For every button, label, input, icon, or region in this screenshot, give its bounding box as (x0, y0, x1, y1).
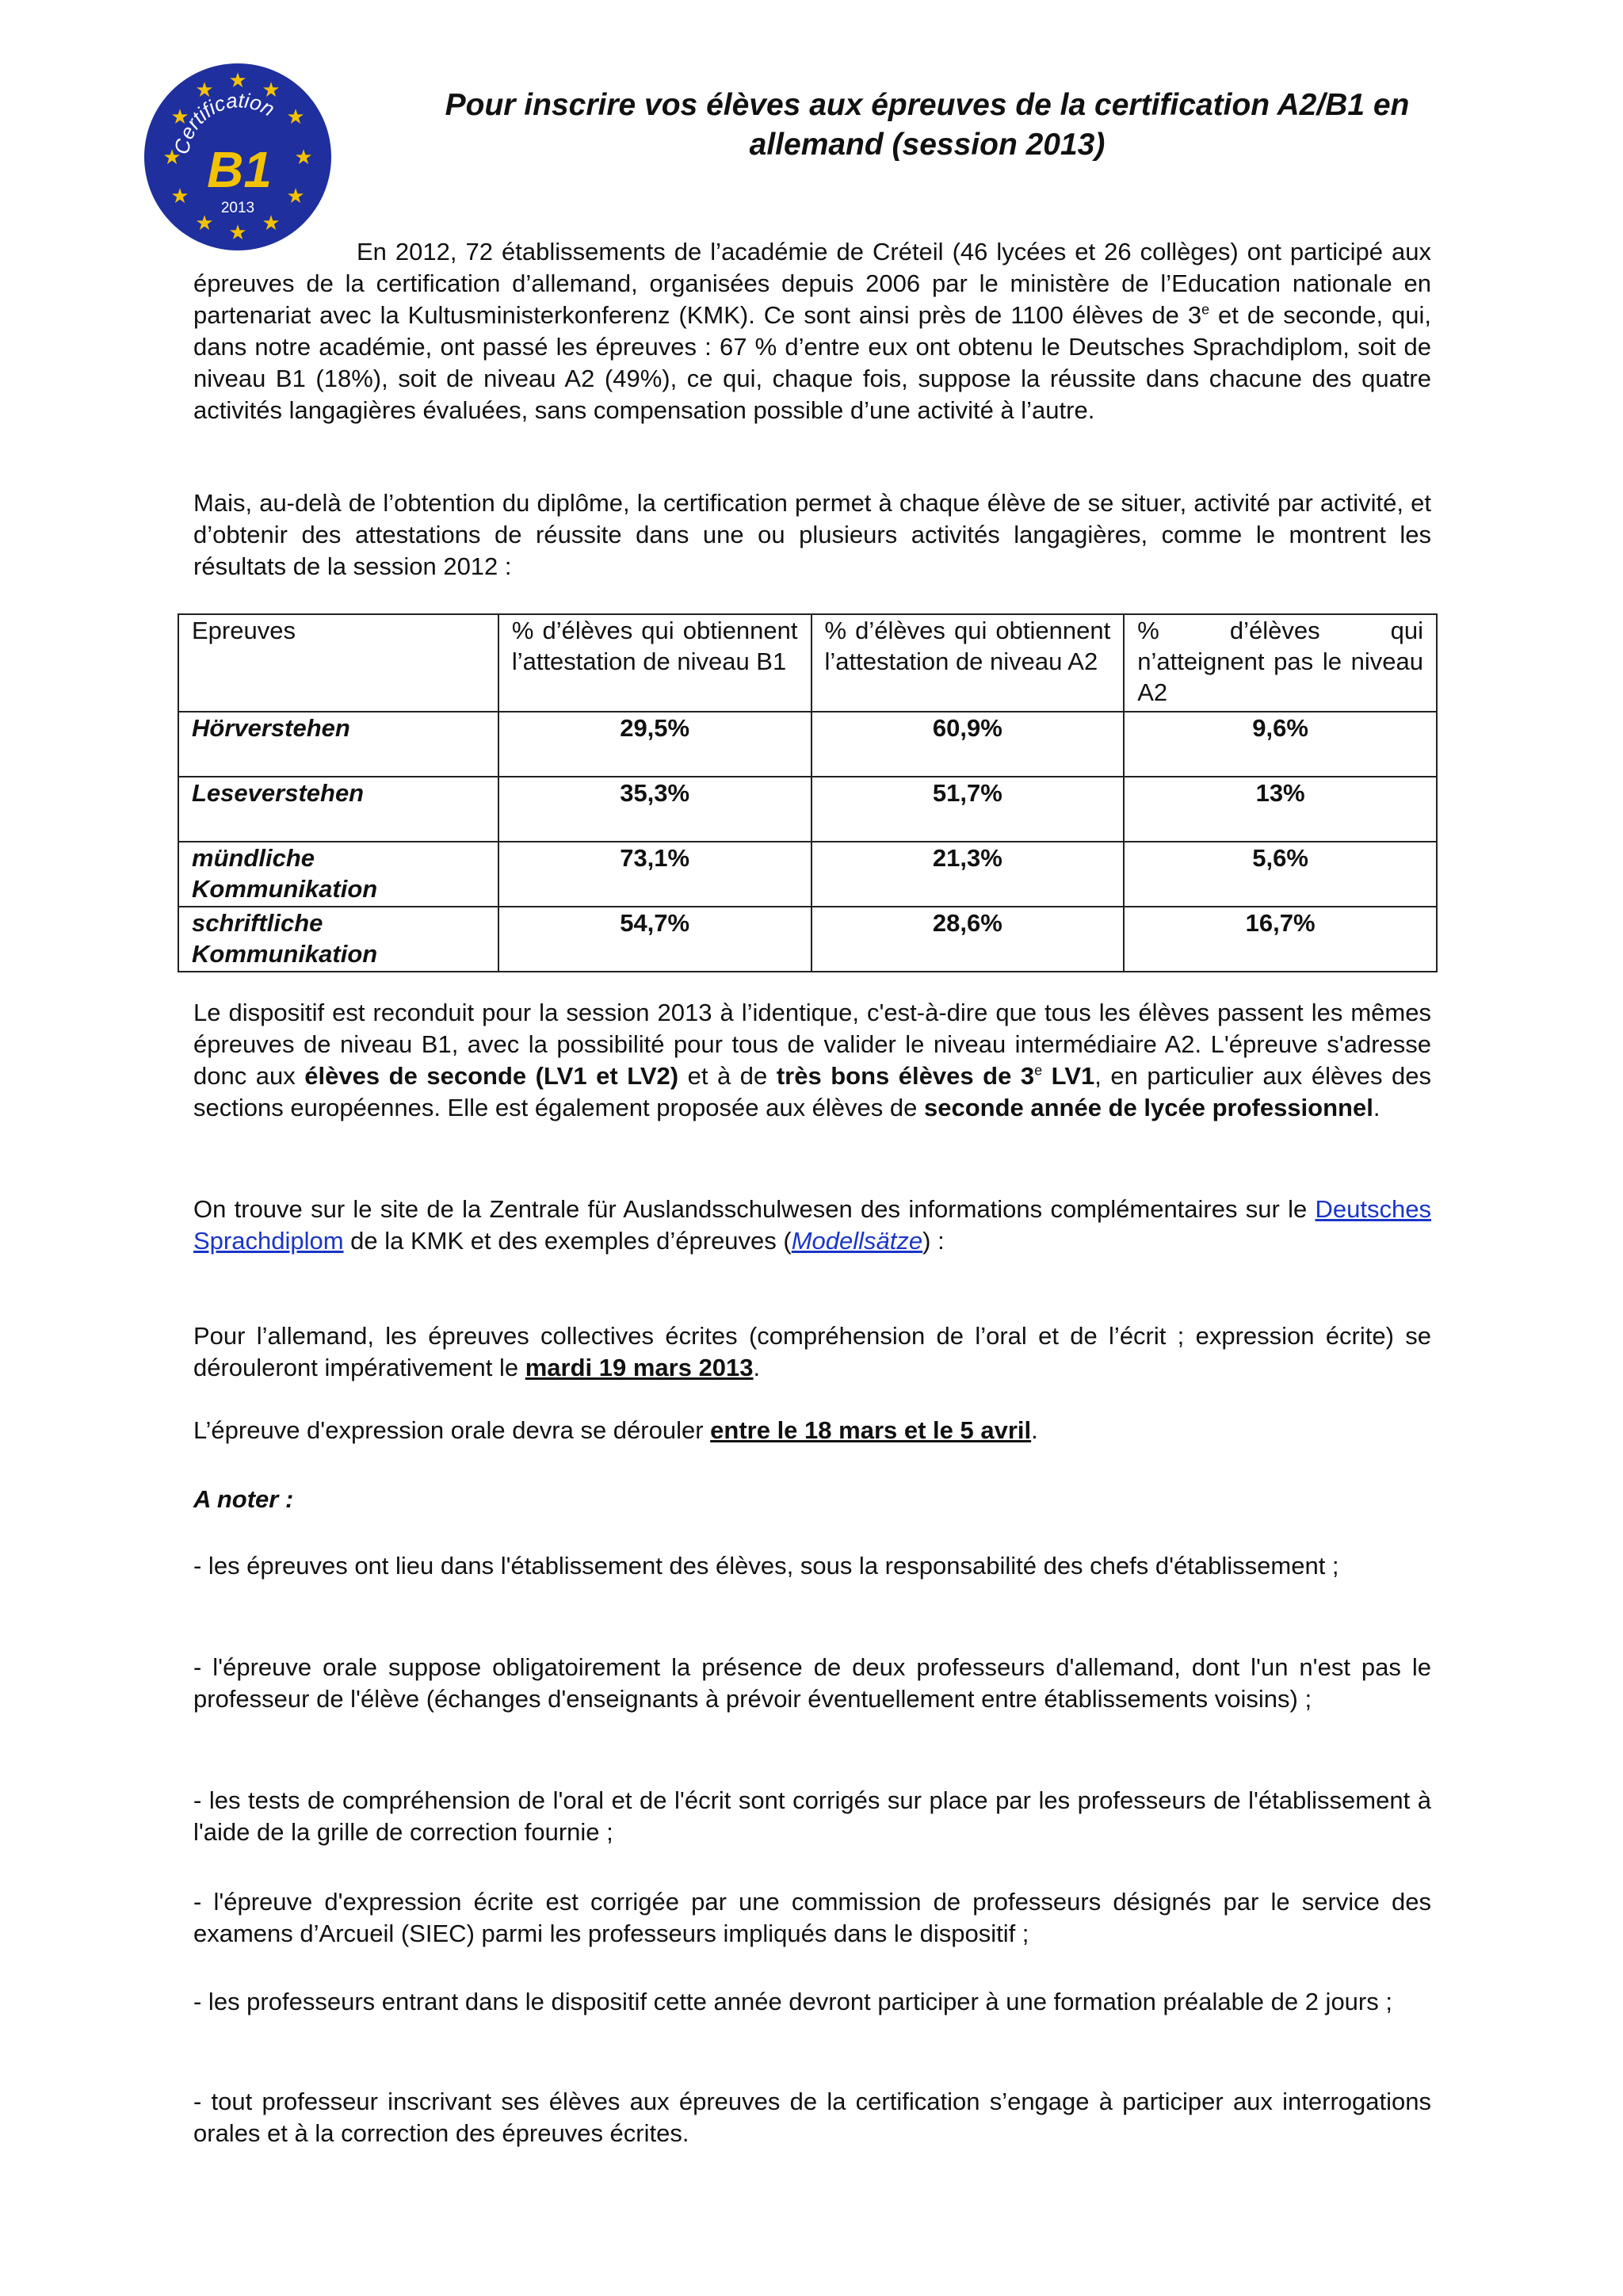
target-seconde: élèves de seconde (LV1 et LV2) (304, 1062, 679, 1090)
svg-text:★: ★ (195, 78, 214, 101)
svg-text:★: ★ (228, 68, 247, 92)
info-paragraph: On trouve sur le site de la Zentrale für Auslandsschulwesen des informations complémentaires sur le Deutsches Sprachdiplom de la KMK et des exemples d’épreuves (Modellsätze) : (193, 1195, 1431, 1255)
table-header-row (178, 614, 1437, 712)
logo-year: 2013 (220, 200, 255, 216)
epreuve-cell: Leseverstehen (178, 777, 498, 842)
dispositif-paragraph: Le dispositif est reconduit pour la session 2013 à l’identique, c'est-à-dire que tous les élèves passent les mêmes épreuves de niveau B1, avec la possibilité pour tous de valider le niveau intermédiaire A2. L'épreuve s'adresse donc aux élèves de seconde (LV1 et LV2) et à de très bons élèves de 3e LV1, en particulier aux élèves des sections européennes. Elle est également proposée aux élèves de seconde année de lycée professionnel. (193, 999, 1431, 1121)
note-item: - les épreuves ont lieu dans l'établissement des élèves, sous la responsabilité des chefs d'établissement ; (193, 1552, 1339, 1580)
svg-text:★: ★ (170, 105, 189, 128)
below-cell: 13% (1124, 777, 1437, 842)
note-item: - les professeurs entrant dans le dispositif cette année devront participer à une formation préalable de 2 jours ; (193, 1988, 1392, 2015)
note-heading: A noter : (193, 1485, 294, 1513)
title-line-2: allemand (session 2013) (749, 128, 1106, 162)
certification-logo (143, 62, 333, 252)
written-exam-paragraph: Pour l’allemand, les épreuves collectives écrites (compréhension de l’oral et de l’écrit ; expression écrite) se dérouleront impérativement le mardi 19 mars 2013. (193, 1322, 1431, 1381)
table-row (178, 712, 1437, 777)
intro-text-2: et de seconde, qui, dans notre académie, ont passé les épreuves : 67 % d’entre eux ont obtenu le Deutsches Sprachdiplom, soit de niveau B1 (18%), soit de niveau A2 (49%), ce qui, chaque fois, suppose la réussite dans chacune des quatre activités langagières évaluées, sans compensation possible d’une activité à l’autre. (193, 301, 1431, 424)
header-below-a2: % d’élèves qui n’atteignent pas le niveau A2 (1124, 614, 1437, 712)
svg-text:★: ★ (262, 211, 281, 235)
b1-cell: 73,1% (498, 842, 812, 907)
logo-word: Certification (169, 88, 279, 157)
note-item: - l'épreuve d'expression écrite est corrigée par une commission de professeurs désignés par le service des examens d’Arcueil (SIEC) parmi les professeurs impliqués dans le dispositif ; (193, 1888, 1431, 1947)
page-title (349, 86, 1506, 165)
b1-cell: 35,3% (498, 777, 812, 842)
results-intro-paragraph: Mais, au-delà de l’obtention du diplôme, la certification permet à chaque élève de se situer, activité par activité, et d’obtenir des attestations de réussite dans une ou plusieurs activités langagières, comme le montrent les résultats de la session 2012 : (193, 489, 1431, 580)
svg-text:★: ★ (228, 220, 247, 244)
intro-paragraph (193, 236, 1431, 426)
a2-cell: 60,9% (812, 712, 1125, 777)
link-modellsaetze[interactable]: Modellsätze (791, 1227, 923, 1255)
header-b1: % d’élèves qui obtiennent l’attestation de niveau B1 (498, 614, 812, 712)
header-epreuves: Epreuves (178, 614, 498, 712)
b1-cell: 54,7% (498, 907, 812, 972)
results-table (178, 613, 1438, 972)
intro-superscript: e (1201, 301, 1210, 318)
oral-exam-paragraph: L’épreuve d'expression orale devra se dérouler entre le 18 mars et le 5 avril. (193, 1416, 1038, 1444)
a2-cell: 21,3% (812, 842, 1125, 907)
epreuve-cell: schriftliche Kommunikation (178, 907, 498, 972)
a2-cell: 51,7% (812, 777, 1125, 842)
title-line-1: Pour inscrire vos élèves aux épreuves de la certification A2/B1 en (445, 88, 1410, 122)
epreuve-cell: Hörverstehen (178, 712, 498, 777)
header-a2: % d’élèves qui obtiennent l’attestation de niveau A2 (812, 614, 1125, 712)
note-item: - les tests de compréhension de l'oral et de l'écrit sont corrigés sur place par les professeurs de l'établissement à l'aide de la grille de correction fournie ; (193, 1786, 1431, 1846)
a2-cell: 28,6% (812, 907, 1125, 972)
logo-level: B1 (207, 141, 272, 198)
written-exam-date: mardi 19 mars 2013 (525, 1354, 754, 1381)
below-cell: 5,6% (1124, 842, 1437, 907)
note-item: - tout professeur inscrivant ses élèves aux épreuves de la certification s’engage à participer aux interrogations orales et à la correction des épreuves écrites. (193, 2088, 1431, 2147)
svg-text:★: ★ (294, 145, 313, 169)
b1-cell: 29,5% (498, 712, 812, 777)
below-cell: 9,6% (1124, 712, 1437, 777)
svg-text:★: ★ (286, 105, 305, 128)
target-lycee-pro: seconde année de lycée professionnel (924, 1094, 1373, 1121)
table-row (178, 777, 1437, 842)
svg-text:★: ★ (286, 184, 305, 208)
oral-exam-dates: entre le 18 mars et le 5 avril (710, 1416, 1032, 1444)
below-cell: 16,7% (1124, 907, 1437, 972)
table-row (178, 842, 1437, 907)
intro-text-1: En 2012, 72 établissements de l’académie de Créteil (46 lycées et 26 collèges) ont participé aux épreuves de la certification d’allemand, organisées depuis 2006 par le ministère de l’Education nationale en partenariat avec la Kultusministerkonferenz (KMK). Ce sont ainsi près de 1100 élèves de 3 (193, 238, 1431, 329)
svg-text:★: ★ (195, 211, 214, 235)
svg-text:★: ★ (162, 145, 181, 169)
note-item: - l'épreuve orale suppose obligatoirement la présence de deux professeurs d'allemand, dont l'un n'est pas le professeur de l'élève (échanges d'enseignants à prévoir éventuellement entre établissements voisins) ; (193, 1653, 1431, 1713)
target-troisieme: très bons élèves de 3 (776, 1062, 1035, 1090)
svg-text:★: ★ (170, 184, 189, 208)
link-deutsches-sprachdiplom[interactable]: Deutsches Sprachdiplom (193, 1195, 1431, 1255)
svg-text:★: ★ (262, 78, 281, 101)
epreuve-cell: mündliche Kommunikation (178, 842, 498, 907)
table-row (178, 907, 1437, 972)
